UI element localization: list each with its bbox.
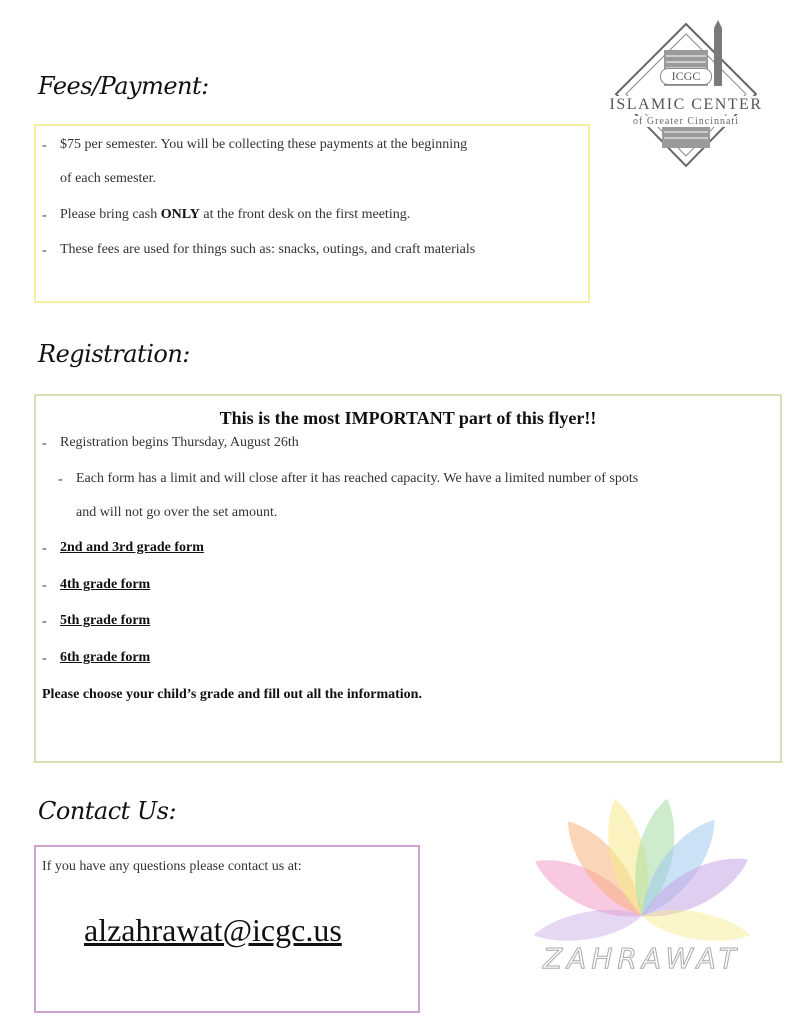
registration-limit-line1: Each form has a limit and will close after it has reached capacity. We have a limited number of spots (76, 471, 639, 486)
fees-item-1-line1: $75 per semester. You will be collecting these payments at the beginning (60, 137, 468, 152)
bullet-dash: - (42, 541, 47, 556)
form-link-4th[interactable]: 4th grade form (60, 577, 151, 592)
form-link-2nd-3rd[interactable]: 2nd and 3rd grade form (60, 540, 204, 555)
contact-email-link[interactable]: alzahrawat@icgc.us (84, 912, 342, 948)
bullet-dash: - (58, 472, 63, 487)
form-link-6th[interactable]: 6th grade form (60, 650, 151, 665)
logo-name: ISLAMIC CENTER (598, 96, 774, 114)
fees-item-2-bold: ONLY (160, 207, 200, 222)
contact-box (34, 845, 420, 1013)
bullet-dash: - (42, 243, 47, 258)
zahrawat-logo (506, 766, 778, 988)
bullet-dash: - (42, 578, 47, 593)
contact-heading: Contact Us: (38, 797, 177, 825)
fees-box (34, 124, 590, 303)
fees-item-2 (60, 207, 410, 223)
icgc-logo (606, 20, 766, 170)
bullet-dash: - (42, 138, 47, 153)
bullet-dash: - (42, 614, 47, 629)
registration-instruction: Please choose your child’s grade and fill out all the information. (42, 687, 422, 702)
registration-limit-line2: and will not go over the set amount. (76, 505, 278, 520)
bullet-dash: - (42, 651, 47, 666)
fees-item-2-text: Please bring cash (60, 207, 161, 222)
form-link-5th[interactable]: 5th grade form (60, 613, 151, 628)
logo-acronym: ICGC (660, 68, 712, 85)
bullet-dash: - (42, 208, 47, 223)
logo-diamond-icon (606, 20, 766, 170)
bullet-dash: - (42, 436, 47, 451)
fees-item-1-line2: of each semester. (60, 171, 157, 186)
fees-item-2-text-end: at the front desk on the first meeting. (199, 207, 411, 222)
registration-begins: Registration begins Thursday, August 26th (60, 435, 299, 450)
logo-subtitle: of Greater Cincinnati (611, 116, 761, 127)
fees-heading: Fees/Payment: (38, 72, 209, 100)
lotus-icon (506, 766, 778, 946)
fees-item-3: These fees are used for things such as: snacks, outings, and craft materials (60, 242, 476, 257)
contact-prompt: If you have any questions please contact us at: (42, 859, 302, 874)
registration-title: This is the most IMPORTANT part of this flyer!! (219, 408, 597, 428)
brand-name: ZAHRAWAT (542, 942, 742, 975)
registration-heading: Registration: (38, 340, 190, 368)
registration-box (34, 394, 782, 763)
